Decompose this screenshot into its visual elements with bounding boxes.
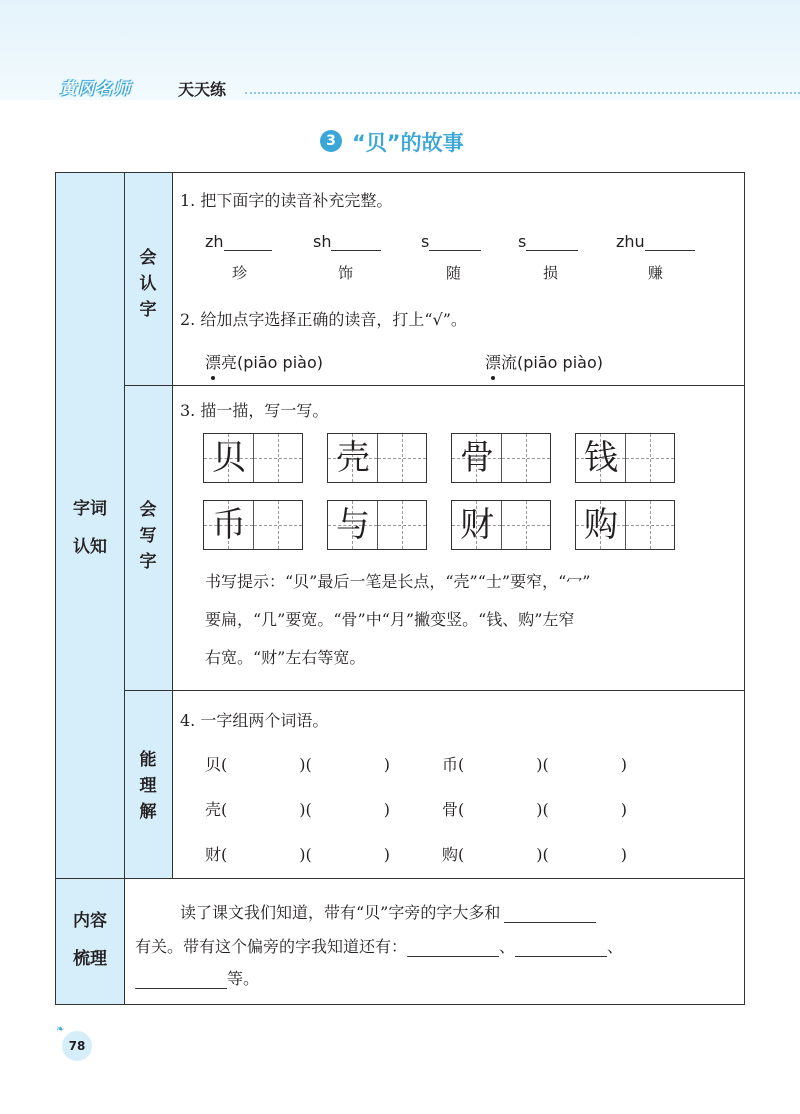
trace-char: 贝 xyxy=(212,438,246,478)
summary-line-3: 等。 xyxy=(135,966,259,989)
pinyin-char: 随 xyxy=(446,264,462,282)
lesson-title: “贝”的故事 xyxy=(352,131,464,155)
section-recognize-label: 会 认 字 xyxy=(139,248,157,320)
question-1: 1. 把下面字的读音补充完整。 xyxy=(180,191,393,210)
divider-h1 xyxy=(124,385,745,386)
writing-grid[interactable] xyxy=(203,500,303,550)
trace-char: 财 xyxy=(460,505,494,545)
divider-v1 xyxy=(124,172,125,1005)
pinyin-item: s xyxy=(421,232,481,251)
pinyin-char: 饰 xyxy=(338,264,354,282)
question-3: 3. 描一描，写一写。 xyxy=(180,401,329,420)
pinyin-blank[interactable] xyxy=(645,250,695,251)
divider-h3 xyxy=(55,878,745,879)
page-number: 78 xyxy=(62,1031,92,1061)
summary-blank[interactable] xyxy=(407,956,499,957)
summary-blank[interactable] xyxy=(515,956,607,957)
category-summary-label: 内容 梳理 xyxy=(73,911,107,969)
trace-char: 壳 xyxy=(336,438,370,478)
writing-grid[interactable] xyxy=(575,433,675,483)
trace-char: 骨 xyxy=(460,438,494,478)
writing-grid[interactable] xyxy=(327,500,427,550)
question-4: 4. 一字组两个词语。 xyxy=(180,711,329,730)
writing-grid[interactable] xyxy=(575,500,675,550)
pinyin-item: zhu xyxy=(616,232,695,251)
brand-logo: 黄冈名师 xyxy=(60,79,133,98)
pinyin-item: zh xyxy=(205,232,272,251)
pinyin-item: sh xyxy=(313,232,381,251)
word-row[interactable]: 骨( )( ) xyxy=(442,800,627,819)
pinyin-blank[interactable] xyxy=(331,250,381,251)
trace-char: 购 xyxy=(584,505,618,545)
writing-hint: 书写提示：“贝”最后一笔是长点，“壳”“士”要窄，“冖” 要扁，“几”要宽。“骨”中“月”撇变竖。“钱、购”左窄 右宽。“财”左右等宽。 xyxy=(205,572,591,667)
writing-grid[interactable] xyxy=(327,433,427,483)
lesson-number-badge: 3 xyxy=(320,130,342,152)
trace-char: 与 xyxy=(336,505,370,545)
brand-subtitle: 天天练 xyxy=(178,80,227,99)
pinyin-char: 赚 xyxy=(648,264,664,282)
pinyin-blank[interactable] xyxy=(526,250,578,251)
pinyin-blank[interactable] xyxy=(429,250,481,251)
writing-grid[interactable] xyxy=(203,433,303,483)
word-row[interactable]: 财( )( ) xyxy=(205,845,390,864)
divider-v2 xyxy=(172,172,173,879)
summary-line-1: 读了课文我们知道，带有“贝”字旁的字大多和 xyxy=(180,900,596,923)
pinyin-item: s xyxy=(518,232,578,251)
writing-grid[interactable] xyxy=(451,433,551,483)
pinyin-blank[interactable] xyxy=(224,250,272,251)
word-row[interactable]: 贝( )( ) xyxy=(205,755,390,774)
trace-char: 钱 xyxy=(584,438,618,478)
summary-blank[interactable] xyxy=(504,922,596,923)
section-write-label: 会 写 字 xyxy=(139,500,157,572)
writing-grid[interactable] xyxy=(451,500,551,550)
leaf-icon: ❧ xyxy=(56,1024,65,1035)
category-vocab-label: 字词 认知 xyxy=(73,499,107,557)
pinyin-char: 损 xyxy=(543,264,559,282)
pinyin-char: 珍 xyxy=(232,264,248,282)
question-2: 2. 给加点字选择正确的读音，打上“√”。 xyxy=(180,310,467,329)
word-row[interactable]: 壳( )( ) xyxy=(205,800,390,819)
section-understand-label: 能 理 解 xyxy=(139,750,157,822)
word-row[interactable]: 购( )( ) xyxy=(442,845,627,864)
summary-line-2: 有关。带有这个偏旁的字我知道还有： 、 、 xyxy=(135,937,624,956)
summary-blank[interactable] xyxy=(135,988,227,989)
reading-choice[interactable]: 漂流(piāo piào) xyxy=(485,350,603,373)
divider-h2 xyxy=(124,690,745,691)
trace-char: 币 xyxy=(212,505,246,545)
word-row[interactable]: 币( )( ) xyxy=(442,755,627,774)
header-divider xyxy=(245,92,800,94)
reading-choice[interactable]: 漂亮(piāo piào) xyxy=(205,350,323,373)
